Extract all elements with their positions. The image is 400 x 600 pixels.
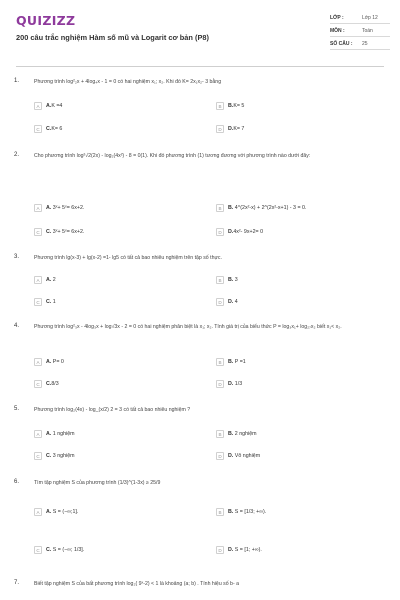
question-number: 5. [14,406,20,412]
question-text: Tìm tập nghiệm S của phương trình (1/3)^(1-3x) ≥ 25/9 [34,480,161,486]
meta-key: LỚP : [330,15,344,21]
question-number: 7. [14,580,20,586]
option-text: 3ˣ+ 5ˣ= 6x+2. [52,205,85,211]
option-label: A. [46,205,52,211]
page-title: 200 câu trắc nghiệm Hàm số mũ và Logarit cơ bản (P8) [16,33,209,42]
option-text: 1 [52,299,56,305]
option-c[interactable] [34,125,184,134]
option-box: D [216,452,224,460]
option-box: C [34,125,42,133]
question-text: Phương trình log²₃x - 4log₃x + log√3x - 2 = 0 có hai nghiệm phân biệt là x₁; x₂. Tính giá trị của biểu thức P = log₃x₁+ log₂₇x₂ biết x₁< x₂. [34,324,342,330]
question-text: Phương trình lg(x-3) + lg(x-2) =1- lg5 có tất cả bao nhiêu nghiệm trên tập số thực. [34,255,222,261]
option-label: C. [46,126,52,132]
option-text: 2 [52,277,56,283]
option-c[interactable] [34,228,184,237]
option-text: 1/3 [234,381,243,387]
quizizz-logo: QUIZIZZ [16,13,76,28]
option-label: B. [228,277,234,283]
option-box: B [216,276,224,284]
option-a[interactable] [34,204,184,213]
option-box: D [216,380,224,388]
option-text: 3ˣ+ 5ˣ= 6x+2. [52,229,85,235]
option-a[interactable] [34,508,184,517]
option-box: A [34,430,42,438]
option-label: D. [228,229,234,235]
option-text: 4x²- 9x+2= 0 [233,229,264,235]
option-label: D. [228,547,234,553]
option-text: S = (−∞; 1/3]. [52,547,85,553]
option-a[interactable] [34,276,184,285]
option-label: B. [228,431,234,437]
option-text: 2 nghiệm [234,431,257,437]
option-label: D. [228,299,234,305]
meta-key: MÔN : [330,28,345,34]
option-label: C. [46,299,52,305]
option-d[interactable] [216,452,366,461]
option-d[interactable] [216,228,366,237]
option-label: A. [46,103,52,109]
header-divider [16,66,384,67]
meta-row-subject [330,24,390,37]
option-a[interactable] [34,102,184,111]
option-text: 8/3 [51,381,59,387]
meta-value: 25 [362,41,368,47]
option-box: D [216,125,224,133]
option-b[interactable] [216,276,366,285]
quiz-meta-table [330,11,390,50]
option-box: C [34,380,42,388]
option-box: A [34,508,42,516]
option-label: C. [46,547,52,553]
question-number: 1. [14,78,20,84]
option-box: D [216,228,224,236]
option-a[interactable] [34,430,184,439]
option-text: P =1 [234,359,246,365]
option-box: C [34,228,42,236]
option-box: B [216,358,224,366]
option-c[interactable] [34,452,184,461]
option-label: D. [228,381,234,387]
option-box: B [216,102,224,110]
option-text: 4 [234,299,238,305]
option-label: C. [46,381,52,387]
option-box: A [34,276,42,284]
option-label: A. [46,359,52,365]
option-text: P= 0 [52,359,64,365]
option-b[interactable] [216,430,366,439]
option-text: 3 [234,277,238,283]
meta-value: Toán [362,28,373,34]
option-label: B. [228,103,234,109]
option-text: K= 7 [233,126,245,132]
option-b[interactable] [216,204,366,213]
option-text: S = [1/3; +∞). [234,509,267,515]
question-number: 3. [14,254,20,260]
option-box: A [34,358,42,366]
option-text: S = (−∞;1]. [52,509,79,515]
option-box: D [216,546,224,554]
option-label: D. [228,126,234,132]
option-c[interactable] [34,298,184,307]
option-box: C [34,298,42,306]
option-label: B. [228,509,234,515]
question-number: 6. [14,479,20,485]
option-box: C [34,452,42,460]
option-text: S = [1; +∞). [234,547,262,553]
option-box: A [34,102,42,110]
meta-value: Lớp 12 [362,15,378,21]
option-text: Vô nghiệm [234,453,261,459]
meta-key: SỐ CÂU : [330,41,353,47]
option-box: A [34,204,42,212]
meta-row-count [330,37,390,50]
option-c[interactable] [34,380,184,389]
option-d[interactable] [216,298,366,307]
option-box: B [216,508,224,516]
question-number: 4. [14,323,20,329]
option-label: B. [228,205,234,211]
option-label: A. [46,277,52,283]
option-b[interactable] [216,508,366,517]
option-d[interactable] [216,125,366,134]
option-b[interactable] [216,102,366,111]
question-text: Biết tập nghiệm S của bất phương trình log₂( 9ˣ-2) < 1 là khoảng (a; b) . Tính hiệu số b- a [34,581,239,587]
option-label: A. [46,509,52,515]
question-text: Cho phương trình log²√2(2x) - log₂(4x²) - 8 = 0(1). Khi đó phương trình (1) tương đương với phương trình nào dưới đây: [34,153,311,159]
option-label: A. [46,431,52,437]
option-text: K =4 [51,103,63,109]
option-text: K= 5 [233,103,245,109]
option-box: B [216,430,224,438]
option-c[interactable] [34,546,184,555]
option-label: C. [46,453,52,459]
question-number: 2. [14,152,20,158]
question-text: Phương trình log₂(4x) - log_(x/2) 2 = 3 có tất cả bao nhiêu nghiệm ? [34,407,191,413]
option-a[interactable] [34,358,184,367]
option-box: C [34,546,42,554]
option-text: 1 nghiệm [52,431,75,437]
option-label: C. [46,229,52,235]
option-label: D. [228,453,234,459]
option-text: 3 nghiệm [52,453,75,459]
page-header [0,0,400,60]
option-b[interactable] [216,358,366,367]
option-box: B [216,204,224,212]
option-text: 4^(2x²-x) + 2^(2x²-x+1) - 3 = 0. [234,205,307,211]
question-text: Phương trình log²₂x + 4log₄x - 1 = 0 có hai nghiệm x₁; x₂. Khi đó K= 2x₁x₂- 3 bằng [34,79,222,85]
option-box: D [216,298,224,306]
option-text: K= 6 [51,126,63,132]
option-label: B. [228,359,234,365]
option-d[interactable] [216,380,366,389]
option-d[interactable] [216,546,366,555]
meta-row-class [330,11,390,24]
